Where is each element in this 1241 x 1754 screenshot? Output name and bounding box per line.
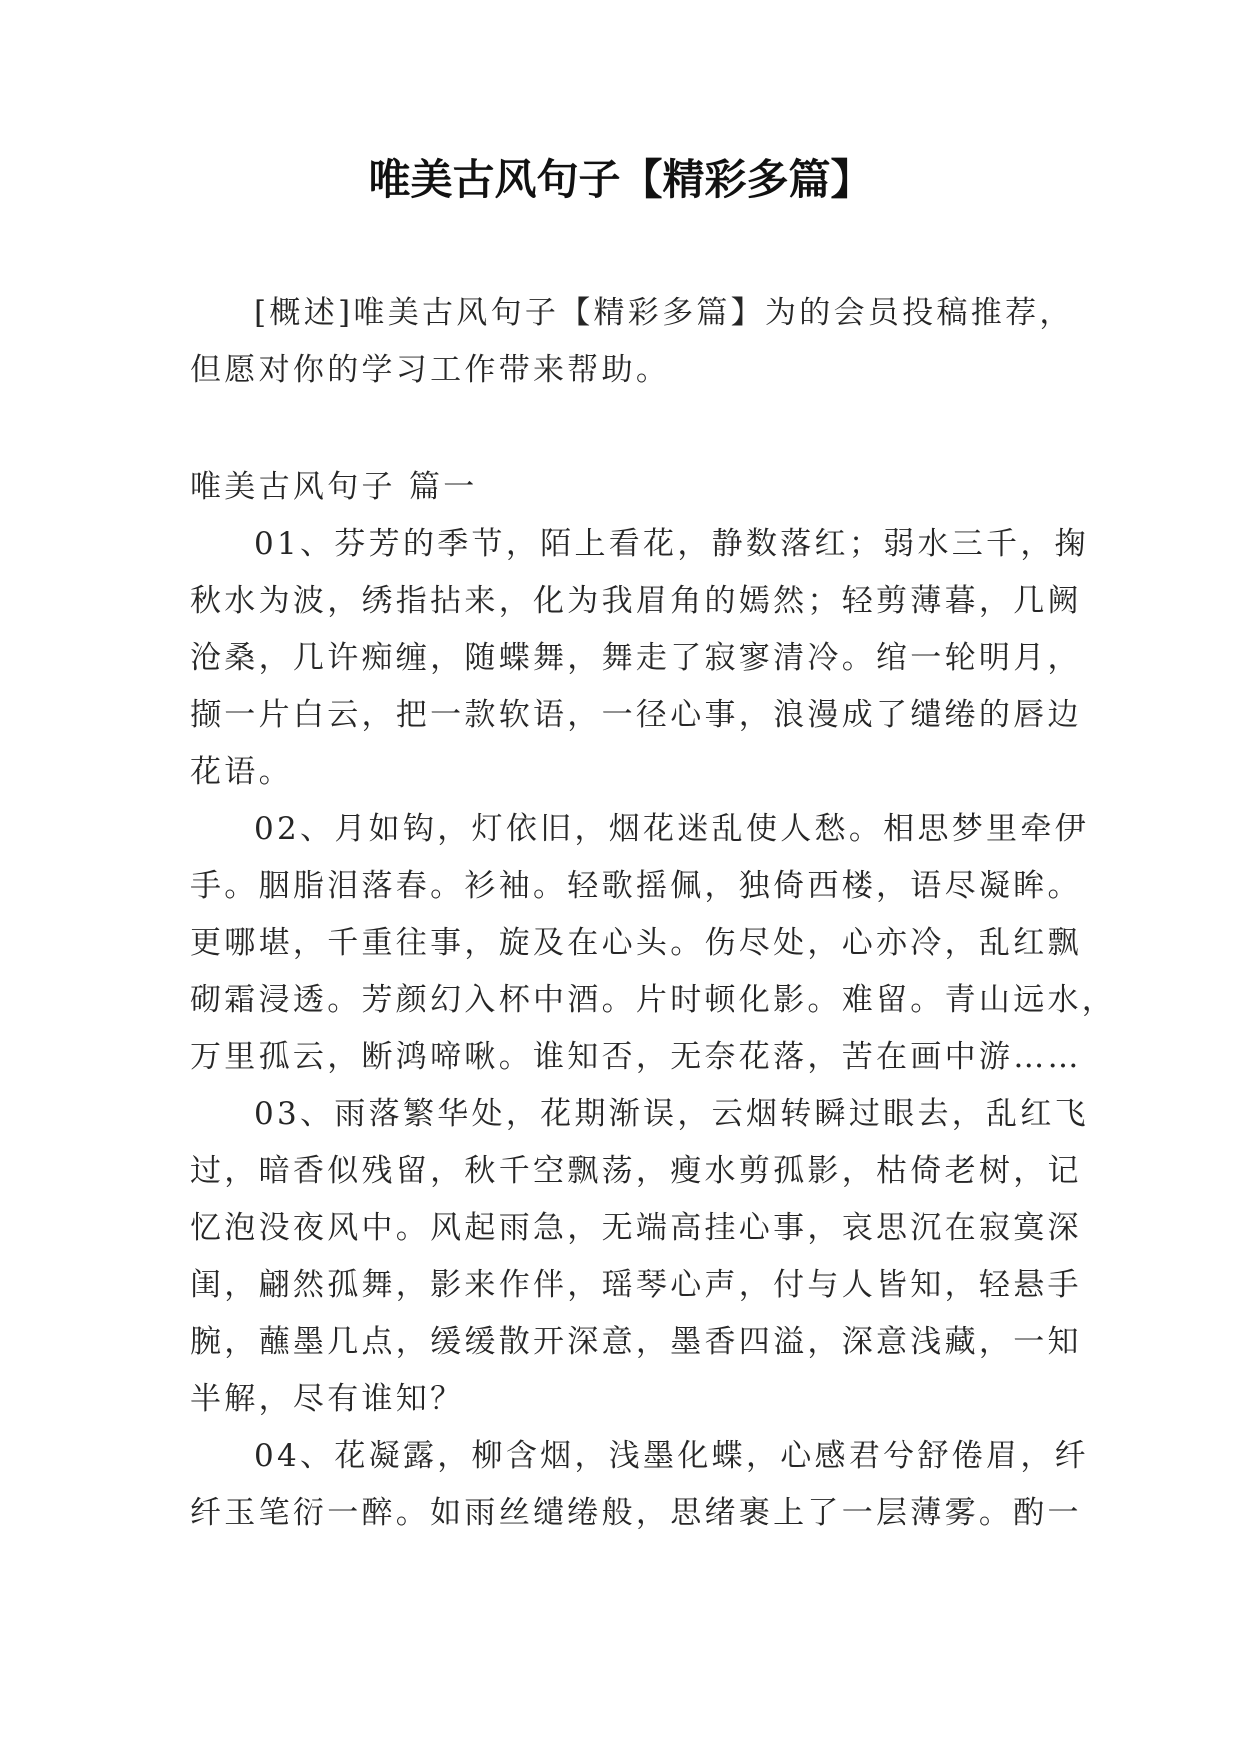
paragraph-line: 更哪堪，千重往事，旋及在心头。伤尽处，心亦冷，乱红飘 [190, 925, 1082, 961]
paragraph-line: 04、花凝露，柳含烟，浅墨化蝶，心感君兮舒倦眉，纤 [254, 1438, 1089, 1474]
paragraph-line: 万里孤云，断鸿啼啾。谁知否，无奈花落，苦在画中游…… [190, 1039, 1082, 1075]
paragraph-line: 砌霜浸透。芳颜幻入杯中酒。片时顿化影。难留。青山远水， [190, 982, 1117, 1018]
summary-line: 但愿对你的学习工作带来帮助。 [190, 352, 671, 388]
paragraph-04 [190, 1428, 1089, 1542]
paragraph-line: 纤玉笔衍一醉。如雨丝缱绻般，思绪裹上了一层薄雾。酌一 [190, 1495, 1082, 1531]
paragraph-03 [190, 1086, 1089, 1428]
paragraph-02 [190, 801, 1117, 1086]
paragraph-line: 撷一片白云，把一款软语，一径心事，浪漫成了缱绻的唇边 [190, 697, 1082, 733]
summary-line: [概述]唯美古风句子【精彩多篇】为的会员投稿推荐， [254, 295, 1074, 331]
paragraph-line: 闺，翩然孤舞，影来作伴，瑶琴心声，付与人皆知，轻悬手 [190, 1267, 1082, 1303]
paragraph-line: 半解，尽有谁知？ [190, 1381, 465, 1417]
document-content [190, 459, 1117, 1542]
paragraph-line: 忆泡没夜风中。风起雨急，无端高挂心事，哀思沉在寂寞深 [190, 1210, 1082, 1246]
paragraph-line: 过，暗香似残留，秋千空飘荡，瘦水剪孤影，枯倚老树，记 [190, 1153, 1082, 1189]
paragraph-line: 01、芬芳的季节，陌上看花，静数落红；弱水三千，掬 [254, 526, 1089, 562]
paragraph-line: 秋水为波，绣指拈来，化为我眉角的嫣然；轻剪薄暮，几阙 [190, 583, 1082, 619]
section-heading: 唯美古风句子 篇一 [190, 469, 478, 505]
paragraph-01 [190, 516, 1089, 801]
paragraph-line: 沧桑，几许痴缠，随蝶舞，舞走了寂寥清冷。绾一轮明月， [190, 640, 1082, 676]
document-title: 唯美古风句子【精彩多篇】 [368, 155, 873, 204]
paragraph-line: 02、月如钩，灯依旧，烟花迷乱使人愁。相思梦里牵伊 [254, 811, 1089, 847]
paragraph-line: 花语。 [190, 754, 293, 790]
paragraph-line: 手。胭脂泪落春。衫袖。轻歌摇佩，独倚西楼，语尽凝眸。 [190, 868, 1082, 904]
paragraph-line: 腕，蘸墨几点，缓缓散开深意，墨香四溢，深意浅藏，一知 [190, 1324, 1082, 1360]
summary-paragraph [190, 285, 1074, 399]
paragraph-line: 03、雨落繁华处，花期渐误，云烟转瞬过眼去，乱红飞 [254, 1096, 1089, 1132]
